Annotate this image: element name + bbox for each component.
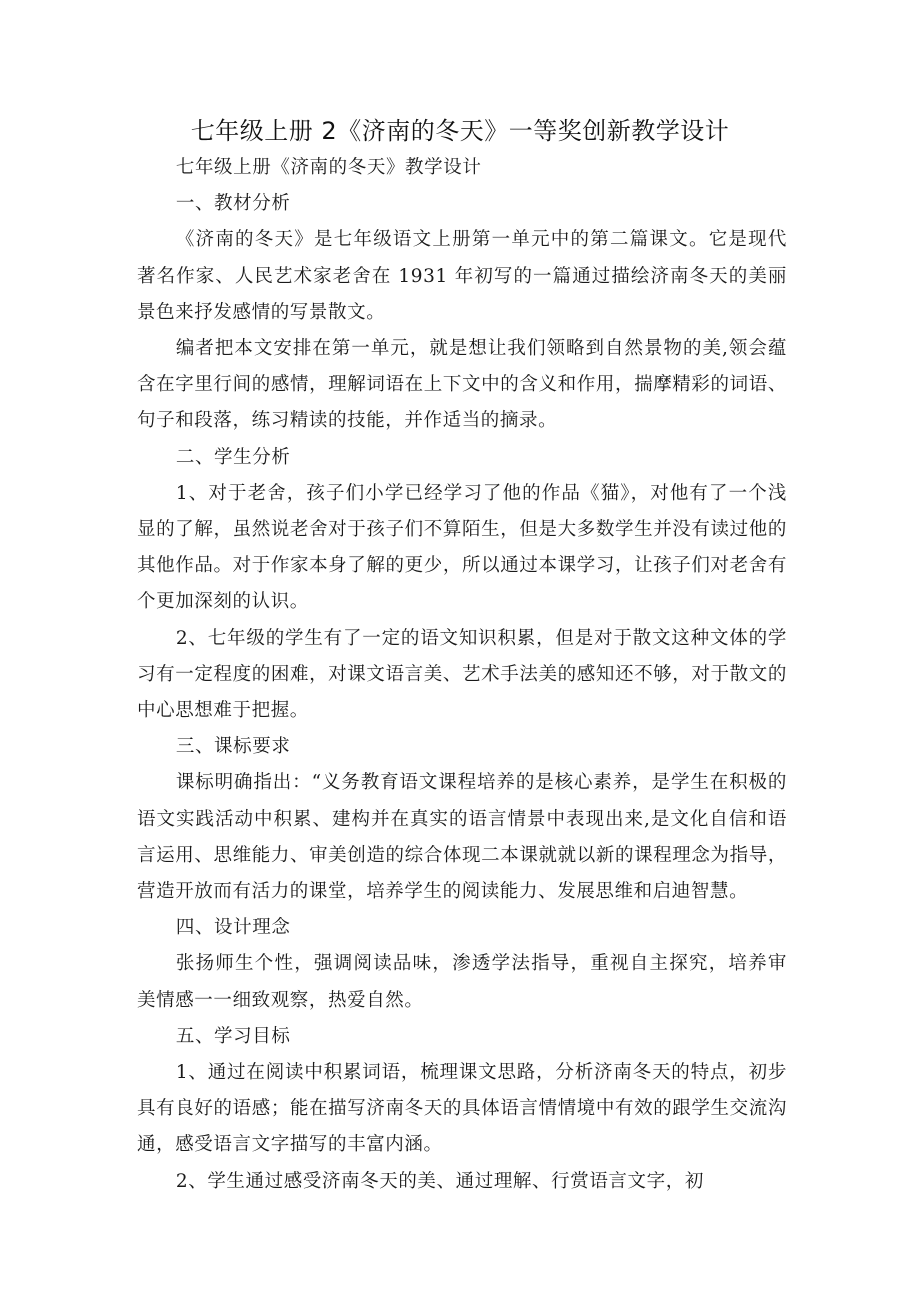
paragraph: 2、学生通过感受济南冬天的美、通过理解、行赏语言文字，初 bbox=[175, 1170, 704, 1192]
section-heading-design-concept: 四、设计理念 bbox=[175, 917, 291, 939]
paragraph: 《济南的冬天》是七年级语文上册第一单元中的第二篇课文。它是现代著名作家、人民艺术家老舍在 1931 年初写的一篇通过描绘济南冬天的美丽景色来抒发感情的写景散文。 bbox=[137, 229, 787, 323]
document-title: 七年级上册 2《济南的冬天》一等奖创新教学设计 bbox=[190, 117, 730, 145]
paragraph: 课标明确指出：“义务教育语文课程培养的是核心素养，是学生在积极的语文实践活动中积累、建构并在真实的语言情景中表现出来,是文化自信和语言运用、思维能力、审美创造的综合体现二本课就就以新的课程理念为指导，营造开放而有活力的课堂，培养学生的阅读能力、发展思维和启迪智慧。 bbox=[137, 772, 787, 903]
section-heading-curriculum-requirements: 三、课标要求 bbox=[175, 736, 291, 758]
paragraph: 1、对于老舍，孩子们小学已经学习了他的作品《猫》，对他有了一个浅显的了解，虽然说老舍对于孩子们不算陌生，但是大多数学生并没有读过他的其他作品。对于作家本身了解的更少，所以通过本课学习，让孩子们对老舍有个更加深刻的认识。 bbox=[137, 482, 787, 613]
subtitle: 七年级上册《济南的冬天》教学设计 bbox=[175, 157, 482, 178]
paragraph: 编者把本文安排在第一单元，就是想让我们领略到自然景物的美,领会蕴含在字里行间的感情，理解词语在上下文中的含义和作用，揣摩精彩的词语、句子和段落，练习精读的技能，并作适当的摘录。 bbox=[137, 338, 787, 432]
paragraph: 张扬师生个性，强调阅读品味，渗透学法指导，重视自主探究，培养审美情感一一细致观察，热爱自然。 bbox=[137, 953, 787, 1011]
section-heading-textbook-analysis: 一、教材分析 bbox=[175, 193, 291, 215]
document-body bbox=[137, 150, 787, 1200]
paragraph: 2、七年级的学生有了一定的语文知识积累，但是对于散文这种文体的学习有一定程度的困难，对课文语言美、艺术手法美的感知还不够，对于散文的中心思想难于把握。 bbox=[137, 627, 787, 722]
section-heading-student-analysis: 二、学生分析 bbox=[175, 446, 291, 468]
section-heading-learning-objectives: 五、学习目标 bbox=[175, 1025, 291, 1047]
paragraph: 1、通过在阅读中积累词语，梳理课文思路，分析济南冬天的特点，初步具有良好的语感；能在描写济南冬天的具体语言情情境中有效的跟学生交流沟通，感受语言文字描写的丰富内涵。 bbox=[137, 1062, 787, 1156]
